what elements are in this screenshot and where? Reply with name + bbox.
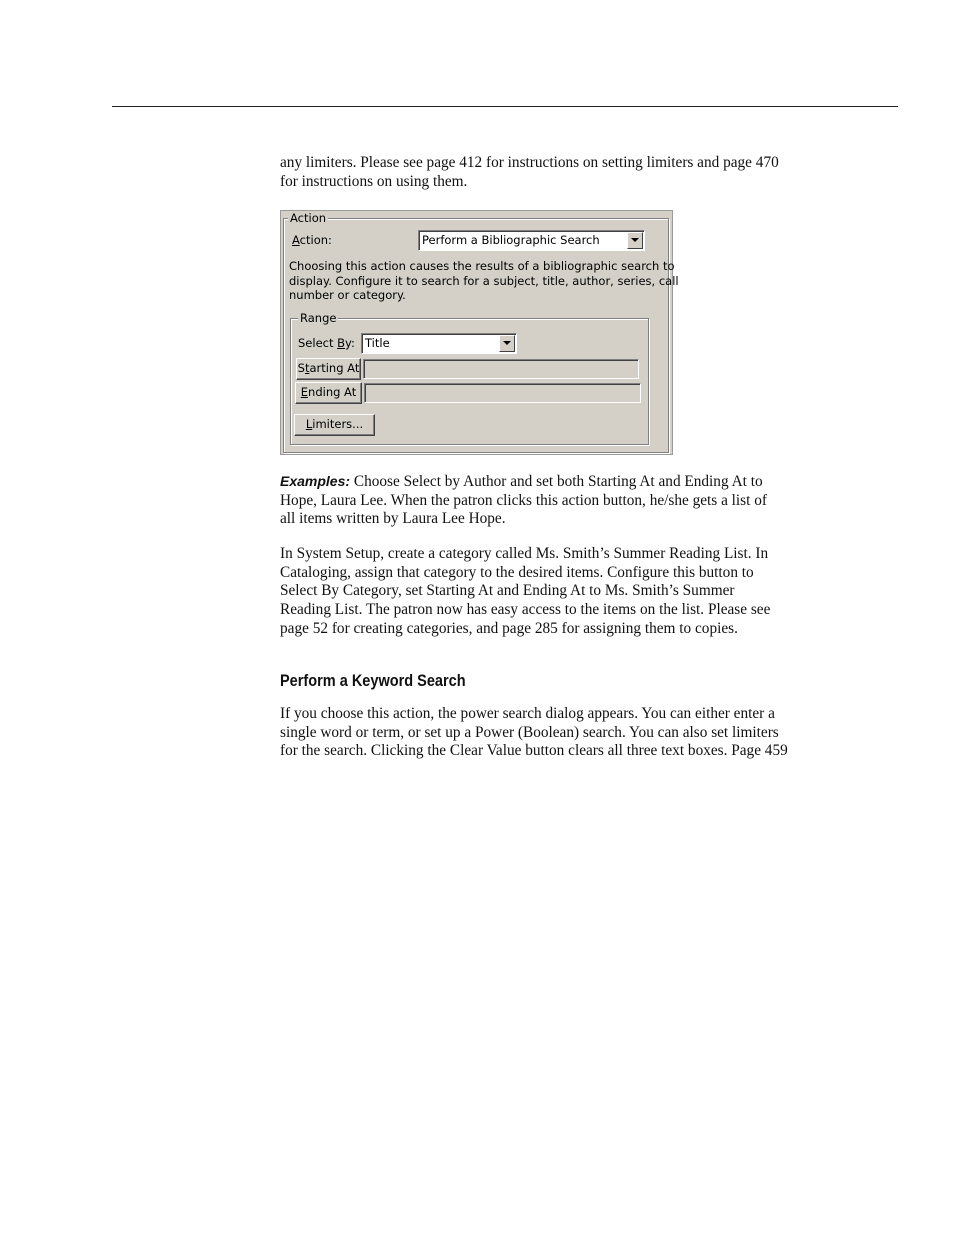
description-line: display. Configure it to search for a subject, title, author, series, call [289,273,679,288]
ending-at-input[interactable] [364,383,641,403]
description-line: Choosing this action causes the results of a bibliographic search to [289,259,675,273]
hotkey-letter: L [305,417,313,431]
description-line: number or category. [289,288,406,303]
examples-paragraph [280,472,846,529]
text-line: any limiters. Please see page 412 for instructions on setting limiters and page 470 [280,154,779,171]
header-rule [112,106,898,107]
range-group-caption: Range [300,311,337,325]
text-line: If you choose this action, the power search dialog appears. You can either enter a [280,705,775,722]
chevron-down-icon[interactable] [499,335,515,352]
setup-paragraph [280,545,846,639]
text-line: for the search. Clicking the Clear Value button clears all three text boxes. Page 459 [280,742,788,760]
text-line: all items written by Laura Lee Hope. [280,510,506,528]
text-line: In System Setup, create a category called Ms. Smith’s Summer Reading List. In [280,545,769,562]
ending-at-button[interactable] [295,382,362,404]
text-line: Select By Category, set Starting At and Ending At to Ms. Smith’s Summer [280,582,735,600]
text-line: single word or term, or set up a Power (Boolean) search. You can also set limiters [280,723,779,741]
action-group-caption: Action [290,211,327,225]
label-text: y: [345,336,355,350]
limiters-button[interactable] [294,414,375,436]
starting-at-input[interactable] [363,359,639,379]
action-description [289,259,679,303]
text-line: page 52 for creating categories, and page 285 for assigning them to copies. [280,619,738,637]
text-line [280,472,846,492]
chevron-down-icon[interactable] [627,232,643,249]
label-text: S [297,361,305,375]
examples-lead: Examples: [280,473,351,489]
section-heading: Perform a Keyword Search [280,672,466,690]
label-text: arting At [309,361,360,375]
keyword-paragraph [280,705,846,761]
action-label [292,234,332,247]
hotkey-letter: t [304,361,310,375]
action-select-value: Perform a Bibliographic Search [422,233,600,247]
label-text: nding At [308,385,357,399]
hotkey-letter: A [292,233,300,247]
text-line: Cataloging, assign that category to the desired items. Configure this button to [280,563,754,581]
text-line: for instructions on using them. [280,172,468,190]
label-text: ction: [299,233,332,247]
hotkey-letter: B [337,336,346,350]
label-text: imiters... [312,417,364,431]
action-config-dialog [280,210,679,455]
starting-at-button[interactable] [296,358,361,380]
text-line: Hope, Laura Lee. When the patron clicks this action button, he/she gets a list of [280,491,767,509]
action-select[interactable] [418,230,645,251]
label-text: Select [298,336,338,350]
hotkey-letter: E [300,385,309,399]
text-run: Choose Select by Author and set both Starting At and Ending At to [350,473,763,490]
select-by-select[interactable] [361,333,517,354]
select-by-value: Title [365,336,390,350]
intro-paragraph [280,154,846,191]
select-by-label [298,337,355,350]
text-line: Reading List. The patron now has easy access to the items on the list. Please see [280,601,771,619]
